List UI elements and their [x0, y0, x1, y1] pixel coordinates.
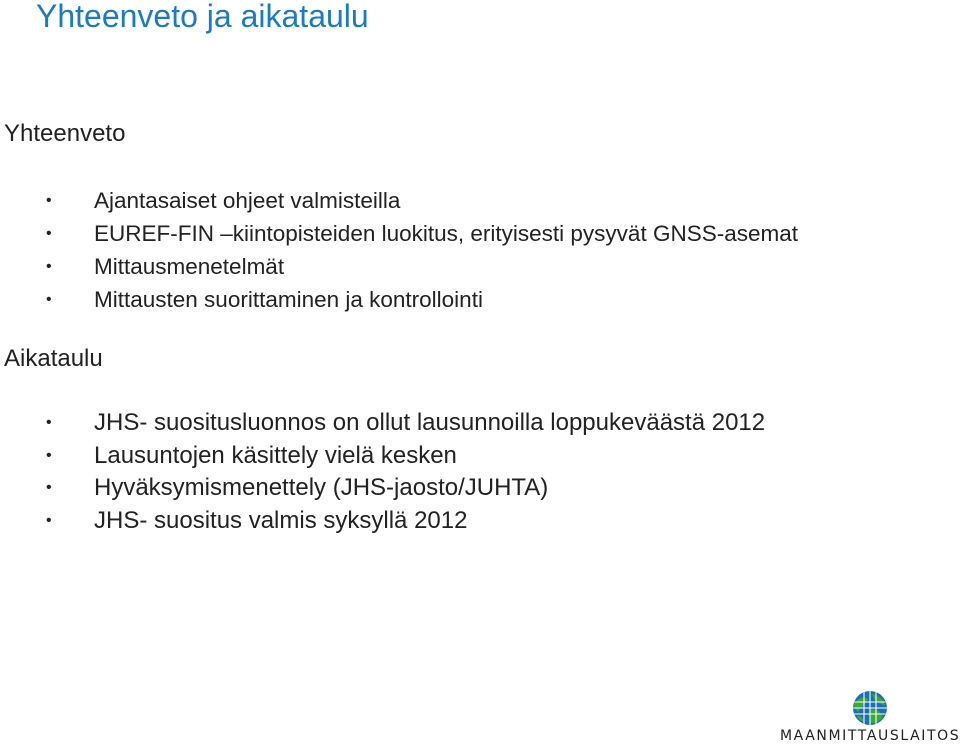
list-item-text: Ajantasaiset ohjeet valmisteilla	[94, 188, 401, 213]
schedule-list	[46, 407, 765, 537]
list-item-text: JHS- suositusluonnos on ollut lausunnoilla loppukeväästä 2012	[94, 409, 766, 436]
section-heading-summary: Yhteenveto	[4, 120, 126, 147]
slide-title: Yhteenveto ja aikataulu	[36, 0, 369, 34]
bullet-icon: •	[46, 291, 52, 308]
globe-logo-icon	[852, 690, 888, 726]
bullet-icon: •	[46, 511, 52, 529]
list-item-text: Mittausten suorittaminen ja kontrollointi	[94, 287, 483, 312]
bullet-icon: •	[46, 479, 52, 496]
list-item-text: Mittausmenetelmät	[94, 254, 285, 279]
section-heading-schedule: Aikataulu	[4, 345, 103, 372]
list-item	[46, 407, 765, 440]
maanmittauslaitos-logo	[778, 690, 960, 747]
list-item-text: Lausuntojen käsittely vielä kesken	[94, 441, 457, 469]
list-item	[46, 440, 765, 473]
bullet-icon: •	[46, 192, 52, 209]
list-item	[46, 283, 798, 316]
bullet-icon: •	[46, 414, 52, 431]
list-item-text: Hyväksymismenettely (JHS-jaosto/JUHTA)	[94, 474, 549, 501]
logo-text: MAANMITTAUSLAITOS	[780, 728, 960, 744]
list-item	[46, 250, 798, 283]
bullet-icon: •	[46, 446, 52, 464]
list-item	[46, 184, 798, 217]
list-item	[46, 217, 798, 250]
list-item-text: EUREF-FIN –kiintopisteiden luokitus, erityisesti pysyvät GNSS-asemat	[94, 221, 798, 246]
bullet-icon: •	[46, 258, 52, 275]
summary-list	[46, 184, 798, 316]
list-item	[46, 472, 765, 505]
list-item-text: JHS- suositus valmis syksyllä 2012	[94, 506, 468, 534]
bullet-icon: •	[46, 225, 52, 242]
list-item	[46, 505, 765, 538]
